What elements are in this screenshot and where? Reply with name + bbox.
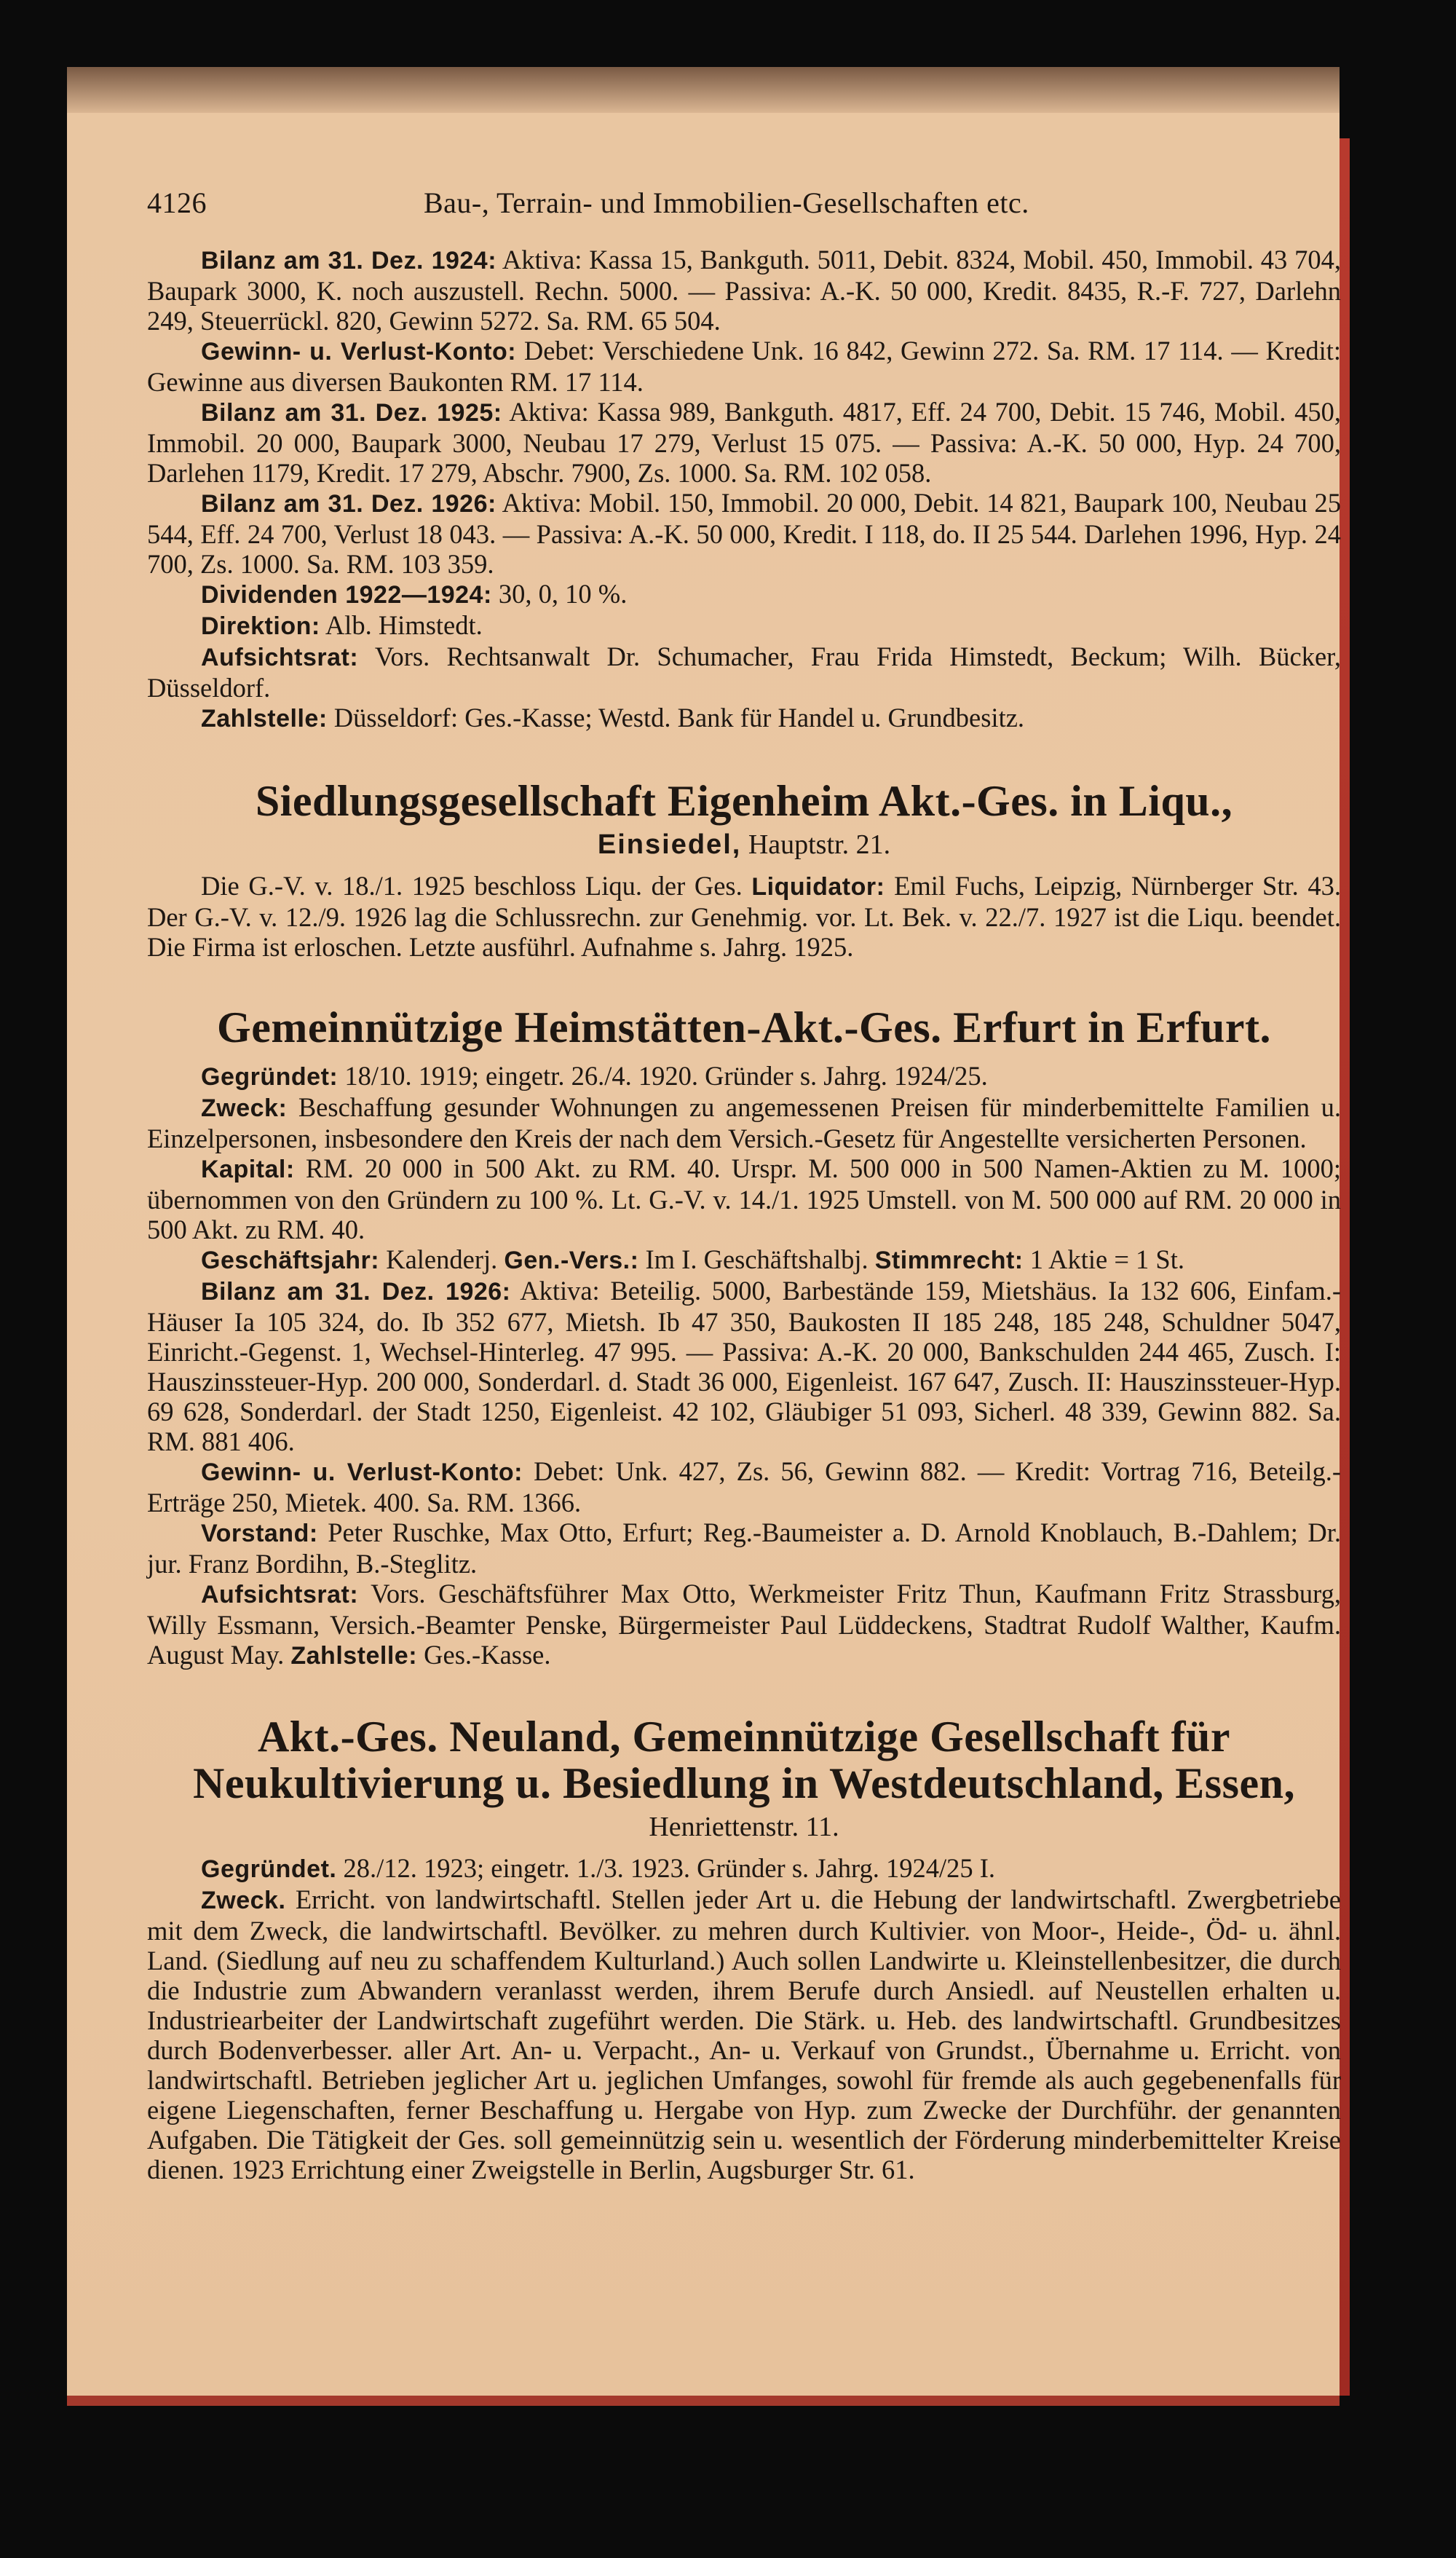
zahlstelle-text: Düsseldorf: Ges.-Kasse; Westd. Bank für Handel u. Grundbesitz.: [333, 703, 1025, 733]
page-bottom-edge: [67, 2396, 1340, 2406]
bilanz-1925-text: Aktiva: Kassa 989, Bankguth. 4817, Eff. 24 700, Debit. 15 746, Mobil. 450, Immobil. 20 000, Baupark 3000, Neubau 17 279, Verlust 15 075. — Passiva: A.-K. 50 000, Hyp. 24 700, Darlehen 1179, Kredit. 17 279, Abschr. 7900, Zs. 1000. Sa. RM. 102 058.: [147, 397, 1341, 488]
zweck-text: Beschaffung gesunder Wohnungen zu angemessenen Preisen für minderbemittelte Familien u. Einzelpersonen, insbesondere den Kreis der nach dem Versich.-Gesetz für Angestellte versicherten Personen.: [147, 1092, 1341, 1153]
vorstand: [147, 1517, 1341, 1579]
aufsichtsrat: [147, 1579, 1341, 1671]
page-number: 4126: [147, 186, 207, 219]
bilanz-1925-label: Bilanz am 31. Dez. 1925:: [201, 399, 502, 427]
stimmrecht-label: Stimmrecht:: [874, 1247, 1024, 1274]
entry-siedlungsgesellschaft: [147, 778, 1341, 962]
liqu-text-b: Emil Fuchs, Leipzig, Nürnberger Str. 43. Der G.-V. v. 12./9. 1926 lag die Schlussrechn. zur Genehmig. vor. Lt. Bek. v. 22./7. 1927 ist die Liqu. beendet. Die Firma ist erloschen. Letzte ausführl. Aufnahme s. Jahrg. 1925.: [147, 871, 1342, 962]
bilanz-1926-label: Bilanz am 31. Dez. 1926:: [201, 490, 496, 518]
gegruendet: [147, 1061, 1341, 1092]
section-continued-entry: [147, 245, 1341, 734]
stimmrecht-text: 1 Aktie = 1 St.: [1029, 1244, 1184, 1274]
entry-address: Henriettenstr. 11.: [649, 1812, 839, 1842]
geschaeftsjahr-line: [147, 1244, 1341, 1276]
bilanz-1926-text: Aktiva: Mobil. 150, Immobil. 20 000, Debit. 14 821, Baupark 100, Neubau 25 544, Eff. 24 700, Verlust 18 043. — Passiva: A.-K. 50 000, Kredit. I 118, do. II 25 544. Darlehen 1996, Hyp. 24 700, Zs. 1000. Sa. RM. 103 359.: [147, 488, 1341, 579]
zahlstelle: [147, 703, 1341, 734]
entry-neuland: [147, 1713, 1341, 2184]
genvers-text: Im I. Geschäftshalbj.: [645, 1244, 869, 1274]
bilanz-label: Bilanz am 31. Dez. 1926:: [201, 1278, 511, 1306]
guv-1924-text: Debet: Verschiedene Unk. 16 842, Gewinn 272. Sa. RM. 17 114. — Kredit: Gewinne aus diversen Baukonten RM. 17 114.: [147, 336, 1342, 397]
guv: [147, 1456, 1341, 1517]
zahlstelle-text: Ges.-Kasse.: [424, 1640, 551, 1670]
entry-title: Gemeinnützige Heimstätten-Akt.-Ges. Erfurt in Erfurt.: [217, 1003, 1271, 1051]
guv-text: Debet: Unk. 427, Zs. 56, Gewinn 882. — Kredit: Vortrag 716, Beteilg.-Erträge 250, Mietek. 400. Sa. RM. 1366.: [147, 1456, 1341, 1517]
gegruendet-text: 28./12. 1923; eingetr. 1./3. 1923. Gründer s. Jahrg. 1924/25 I.: [343, 1853, 995, 1883]
kapital-text: RM. 20 000 in 500 Akt. zu RM. 40. Urspr. M. 500 000 in 500 Namen-Aktien zu M. 1000; übernommen von den Gründern zu 100 %. Lt. G.-V. v. 14./1. 1925 Umstell. von M. 500 000 auf RM. 20 000 in 500 Akt. zu RM. 40.: [147, 1153, 1342, 1244]
geschaeftsjahr-text: Kalenderj.: [386, 1244, 498, 1274]
geschaeftsjahr-label: Geschäftsjahr:: [201, 1247, 380, 1274]
bilanz-1926: [147, 1276, 1341, 1456]
zahlstelle-label: Zahlstelle:: [290, 1642, 418, 1670]
vorstand-label: Vorstand:: [201, 1520, 318, 1547]
zweck: [147, 1092, 1341, 1153]
liqu-text-a: Die G.-V. v. 18./1. 1925 beschloss Liqu. der Ges.: [201, 871, 743, 901]
liquidator-label: Liquidator:: [751, 873, 885, 901]
running-title: Bau-, Terrain- und Immobilien-Gesellschaften etc.: [424, 186, 1029, 219]
page-red-edge: [1340, 138, 1350, 2396]
zweck-label: Zweck.: [201, 1887, 286, 1914]
zweck: [147, 1884, 1341, 2184]
aufsichtsrat-label: Aufsichtsrat:: [201, 644, 359, 671]
bilanz-1924-label: Bilanz am 31. Dez. 1924:: [201, 247, 497, 275]
entry-address: [147, 829, 1341, 861]
zahlstelle-label: Zahlstelle:: [201, 705, 328, 733]
bilanz-1924: [147, 245, 1341, 336]
direktion: [147, 610, 1341, 642]
entry-title-line1: Akt.-Ges. Neuland, Gemeinnützige Gesellschaft für: [257, 1713, 1231, 1761]
entry-title: Siedlungsgesellschaft Eigenheim Akt.-Ges. in Liqu.,: [255, 777, 1233, 825]
dividenden-text: 30, 0, 10 %.: [498, 579, 628, 609]
gegruendet-label: Gegründet.: [201, 1855, 337, 1883]
entry-title-line2: Neukultivierung u. Besiedlung in Westdeutschland, Essen,: [193, 1759, 1295, 1807]
bilanz-1926: [147, 488, 1341, 579]
gegruendet-label: Gegründet:: [201, 1063, 339, 1091]
direktion-text: Alb. Himstedt.: [325, 610, 483, 640]
dividenden: [147, 579, 1341, 610]
kapital-label: Kapital:: [201, 1156, 295, 1183]
page-content: [147, 186, 1341, 2184]
aufsichtsrat-text: Vors. Rechtsanwalt Dr. Schumacher, Frau Frida Himstedt, Beckum; Wilh. Bücker, Düsseldorf.: [147, 642, 1341, 703]
vorstand-text: Peter Ruschke, Max Otto, Erfurt; Reg.-Baumeister a. D. Arnold Knoblauch, B.-Dahlem; Dr. jur. Franz Bordihn, B.-Steglitz.: [147, 1517, 1342, 1579]
direktion-label: Direktion:: [201, 612, 320, 640]
gegruendet: [147, 1853, 1341, 1884]
kapital: [147, 1153, 1341, 1244]
zweck-label: Zweck:: [201, 1094, 288, 1122]
genvers-label: Gen.-Vers.:: [504, 1247, 639, 1274]
entry-body: [147, 871, 1341, 962]
bilanz-1924-text: Aktiva: Kassa 15, Bankguth. 5011, Debit. 8324, Mobil. 450, Immobil. 43 704, Baupark 3000, K. noch auszustell. Rechn. 5000. — Passiva: A.-K. 50 000, Kredit. 8435, R.-F. 727, Darlehn 249, Steuerrückl. 820, Gewinn 5272. Sa. RM. 65 504.: [147, 245, 1341, 336]
entry-street: Hauptstr. 21.: [748, 829, 891, 860]
aufsichtsrat-text: Vors. Geschäftsführer Max Otto, Werkmeister Fritz Thun, Kaufmann Fritz Strassburg, Willy Essmann, Versich.-Beamter Penske, Bürgermeister Paul Lüddeckens, Stadtrat Rudolf Walther, Kaufm. August May.: [147, 1579, 1342, 1670]
guv-1924: [147, 336, 1341, 397]
running-header: [147, 186, 1341, 220]
page-top-shadow: [67, 67, 1340, 118]
bilanz-1925: [147, 397, 1341, 488]
zweck-text: Erricht. von landwirtschaftl. Stellen jeder Art u. die Hebung der landwirtschaftl. Zwergbetriebe mit dem Zweck, die landwirtschaftl. Bevölker. zu mehren durch Kultivier. von Moor-, Heide-, Öd- u. ähnl. Land. (Siedlung auf neu zu schaffendem Kulturland.) Auch sollen Landwirte u. Kleinstellenbesitzer, die durch die Industrie zum Abwandern veranlasst werden, ihrem Berufe durch Ansiedl. auf Neustellen erhalten u. Industriearbeiter der Landwirtschaft zugeführt werden. Die Stärk. u. Heb. des landwirtschaftl. Grundbesitzes durch Bodenverbesser. aller Art. An- u. Verpacht., An- u. Verkauf von Grundst., Übernahme u. Erricht. von landwirtschaftl. Betrieben jeglicher Art u. jeglichen Umfanges, sowohl für fremde als auch gegebenenfalls für eigene Liegenschaften, ferner Beschaffung u. Hergabe von Hyp. zum Zwecke der Durchführ. der genannten Aufgaben. Die Tätigkeit der Ges. soll gemeinnützig sein u. wesentlich der Förderung minderbemittelter Kreise dienen. 1923 Errichtung einer Zweigstelle in Berlin, Augsburger Str. 61.: [147, 1884, 1341, 2184]
bilanz-text: Aktiva: Beteilig. 5000, Barbestände 159, Mietshäus. Ia 132 606, Einfam.-Häuser Ia 105 324, do. Ib 352 677, Mietsh. Ib 47 350, Baukosten II 185 248, 185 248, Schuldner 5047, Einricht.-Gegenst. 1, Wechsel-Hinterleg. 47 995. — Passiva: A.-K. 20 000, Bankschulden 244 465, Zusch. I: Hauszinssteuer-Hyp. 200 000, Sonderdarl. d. Stadt 36 000, Eigenleist. 167 647, Zusch. II: Hauszinssteuer-Hyp. 69 628, Sonderdarl. der Stadt 1250, Eigenleist. 42 102, Gläubiger 51 093, Sicherl. 48 339, Gewinn 882. Sa. RM. 881 406.: [147, 1276, 1341, 1456]
guv-label: Gewinn- u. Verlust-Konto:: [201, 1458, 523, 1486]
gegruendet-text: 18/10. 1919; eingetr. 26./4. 1920. Gründer s. Jahrg. 1924/25.: [344, 1061, 988, 1091]
aufsichtsrat-label: Aufsichtsrat:: [201, 1581, 359, 1608]
entry-heimstaetten: [147, 1004, 1341, 1671]
entry-city: Einsiedel,: [597, 829, 742, 860]
aufsichtsrat: [147, 642, 1341, 703]
guv-1924-label: Gewinn- u. Verlust-Konto:: [201, 338, 517, 366]
dividenden-label: Dividenden 1922—1924:: [201, 581, 492, 609]
